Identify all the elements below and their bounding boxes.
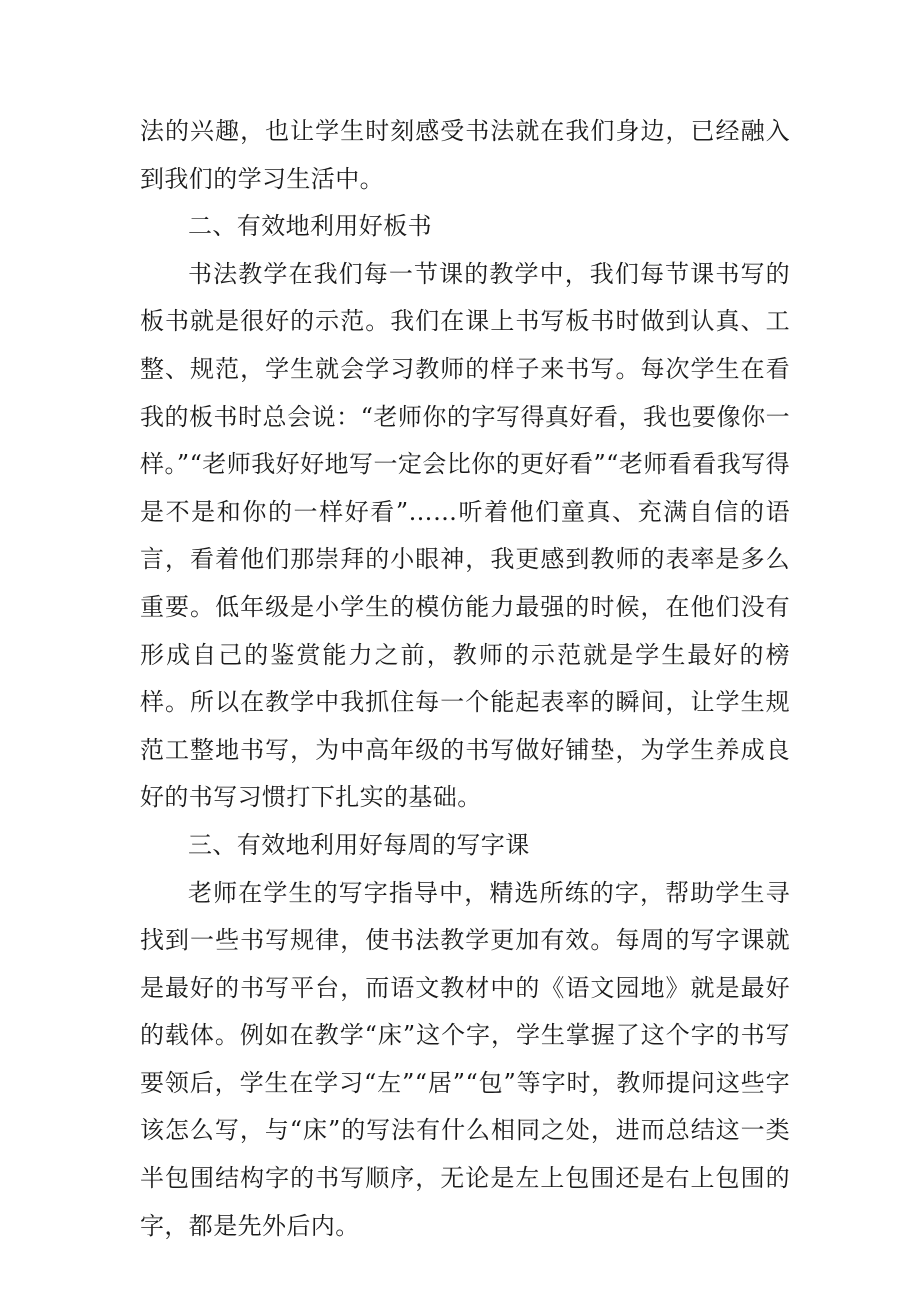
paragraph-continuation: 法的兴趣，也让学生时刻感受书法就在我们身边，已经融入到我们的学习生活中。 bbox=[140, 117, 790, 193]
section-heading-3: 三、有效地利用好每周的写字课 bbox=[188, 830, 530, 859]
paragraph-writing-class: 老师在学生的写字指导中，精选所练的字，帮助学生寻找到一些书写规律，使书法教学更加有效。每周的写字课就是最好的书写平台，而语文教材中的《语文园地》就是最好的载体。例如在教学“床”这个字，学生掌握了这个字的书写要领后，学生在学习“左”“居”“包”等字时，教师提问这些字该怎么写，与“床”的写法有什么相同之处，进而总结这一类半包围结构字的书写顺序，无论是左上包围还是右上包围的字，都是先外后内。 bbox=[140, 878, 790, 1240]
document-body bbox=[140, 108, 790, 1250]
section-heading-2: 二、有效地利用好板书 bbox=[188, 212, 432, 241]
paragraph-blackboard: 书法教学在我们每一节课的教学中，我们每节课书写的板书就是很好的示范。我们在课上书写板书时做到认真、工整、规范，学生就会学习教师的样子来书写。每次学生在看我的板书时总会说：“老师你的字写得真好看，我也要像你一样。”“老师我好好地写一定会比你的更好看”“老师看看我写得是不是和你的一样好看”……听着他们童真、充满自信的语言，看着他们那崇拜的小眼神，我更感到教师的表率是多么重要。低年级是小学生的模仿能力最强的时候，在他们没有形成自己的鉴赏能力之前，教师的示范就是学生最好的榜样。所以在教学中我抓住每一个能起表率的瞬间，让学生规范工整地书写，为中高年级的书写做好铺垫，为学生养成良好的书写习惯打下扎实的基础。 bbox=[140, 259, 790, 812]
